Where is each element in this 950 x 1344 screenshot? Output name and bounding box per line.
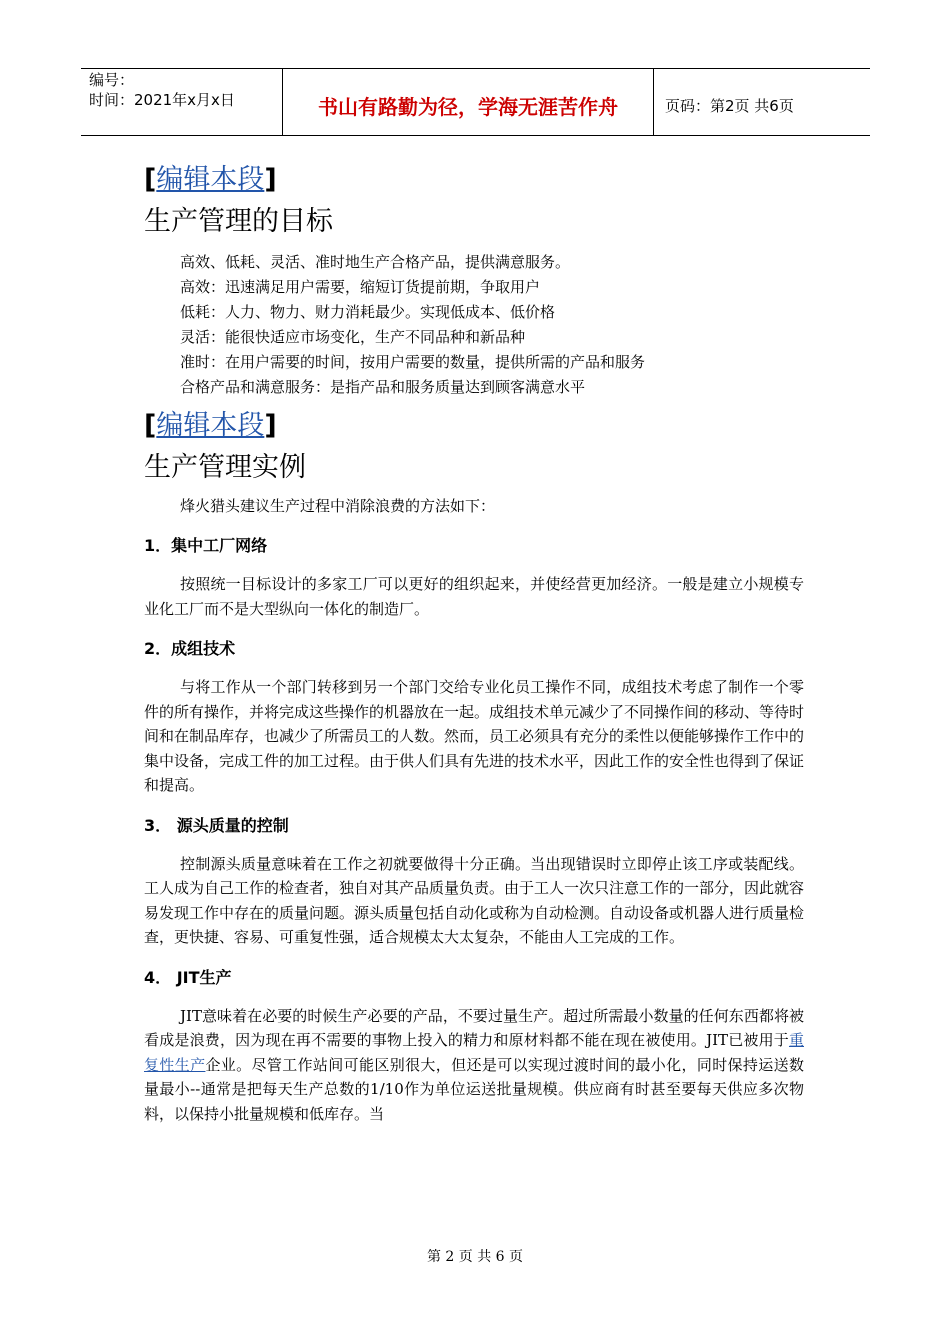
section-title-goals: 生产管理的目标	[144, 206, 333, 237]
goal-line: 低耗：人力、物力、财力消耗最少。实现低成本、低价格	[180, 303, 556, 321]
paragraph-4: JIT意味着在必要的时候生产必要的产品，不要过量生产。超过所需最小数量的任何东西都将被看成是浪费，因为现在再不需要的事物上投入的精力和原材料都不能在现在被使用。JIT已被用于重复性生产企业。尽管工作站间可能区别很大，但还是可以实现过渡时间的最小化，同时保持运送数量最小--通常是把每天生产总数的1/10作为单位运送批量规模。供应商有时甚至要每天供应多次物料，以保持小批量规模和低库存。当	[144, 1006, 804, 1123]
goal-line: 高效、低耗、灵活、准时地生产合格产品，提供满意服务。	[180, 253, 571, 271]
goal-line: 高效：迅速满足用户需要，缩短订货提前期，争取用户	[180, 278, 541, 296]
goal-line: 准时：在用户需要的时间，按用户需要的数量，提供所需的产品和服务	[180, 353, 646, 371]
goal-line: 合格产品和满意服务：是指产品和服务质量达到顾客满意水平	[180, 378, 586, 396]
goal-line: 灵活：能很快适应市场变化，生产不同品种和新品种	[180, 328, 526, 346]
subheading-2: 2．成组技术	[144, 639, 236, 658]
paragraph-3: 控制源头质量意味着在工作之初就要做得十分正确。当出现错误时立即停止该工序或装配线。工人成为自己工作的检查者，独自对其产品质量负责。由于工人一次只注意工作的一部分，因此就容易发现工作中存在的质量问题。源头质量包括自动化或称为自动检测。自动设备或机器人进行质量检查，更快捷、容易、可重复性强，适合规模太大太复杂，不能由人工完成的工作。	[144, 854, 805, 946]
paragraph-1: 按照统一目标设计的多家工厂可以更好的组织起来，并使经营更加经济。一般是建立小规模专业化工厂而不是大型纵向一体化的制造厂。	[144, 575, 804, 618]
subheading-1: 1．集中工厂网络	[144, 536, 268, 555]
document-time-label: 时间：2021年x月x日	[89, 91, 235, 109]
document-number-label: 编号：	[89, 71, 135, 89]
subheading-4: 4． JIT生产	[144, 967, 232, 987]
subheading-3: 3． 源头质量的控制	[144, 815, 289, 835]
goals-list	[144, 250, 804, 400]
document-body	[144, 160, 804, 1126]
paragraph-2: 与将工作从一个部门转移到另一个部门交给专业化员工操作不同，成组技术考虑了制作一个零件的所有操作，并将完成这些操作的机器放在一起。成组技术单元减少了不同操作间的移动、等待时间和在制品库存，也减少了所需员工的人数。然而，员工必须具有充分的柔性以便能够操作工作中的集中设备，完成工件的加工过程。由于供人们具有先进的技术水平，因此工作的安全性也得到了保证和提高。	[144, 678, 805, 794]
header-page-label: 页码：第2页 共6页	[665, 96, 794, 115]
page-footer: 第 2 页 共 6 页	[426, 1249, 524, 1265]
edit-section-link-2[interactable]: [编辑本段]	[144, 410, 277, 441]
section-intro: 烽火猎头建议生产过程中消除浪费的方法如下：	[180, 497, 496, 515]
header-motto: 书山有路勤为径，学海无涯苦作舟	[283, 69, 654, 135]
page-header	[81, 68, 870, 136]
edit-section-text[interactable]: 编辑本段	[156, 410, 265, 441]
edit-section-text[interactable]: 编辑本段	[156, 164, 265, 195]
edit-section-link-1[interactable]: [编辑本段]	[144, 164, 277, 195]
section-title-examples: 生产管理实例	[144, 452, 306, 483]
repetitive-production-link[interactable]: 重复性生产	[144, 1031, 804, 1074]
header-meta-cell	[81, 69, 283, 135]
